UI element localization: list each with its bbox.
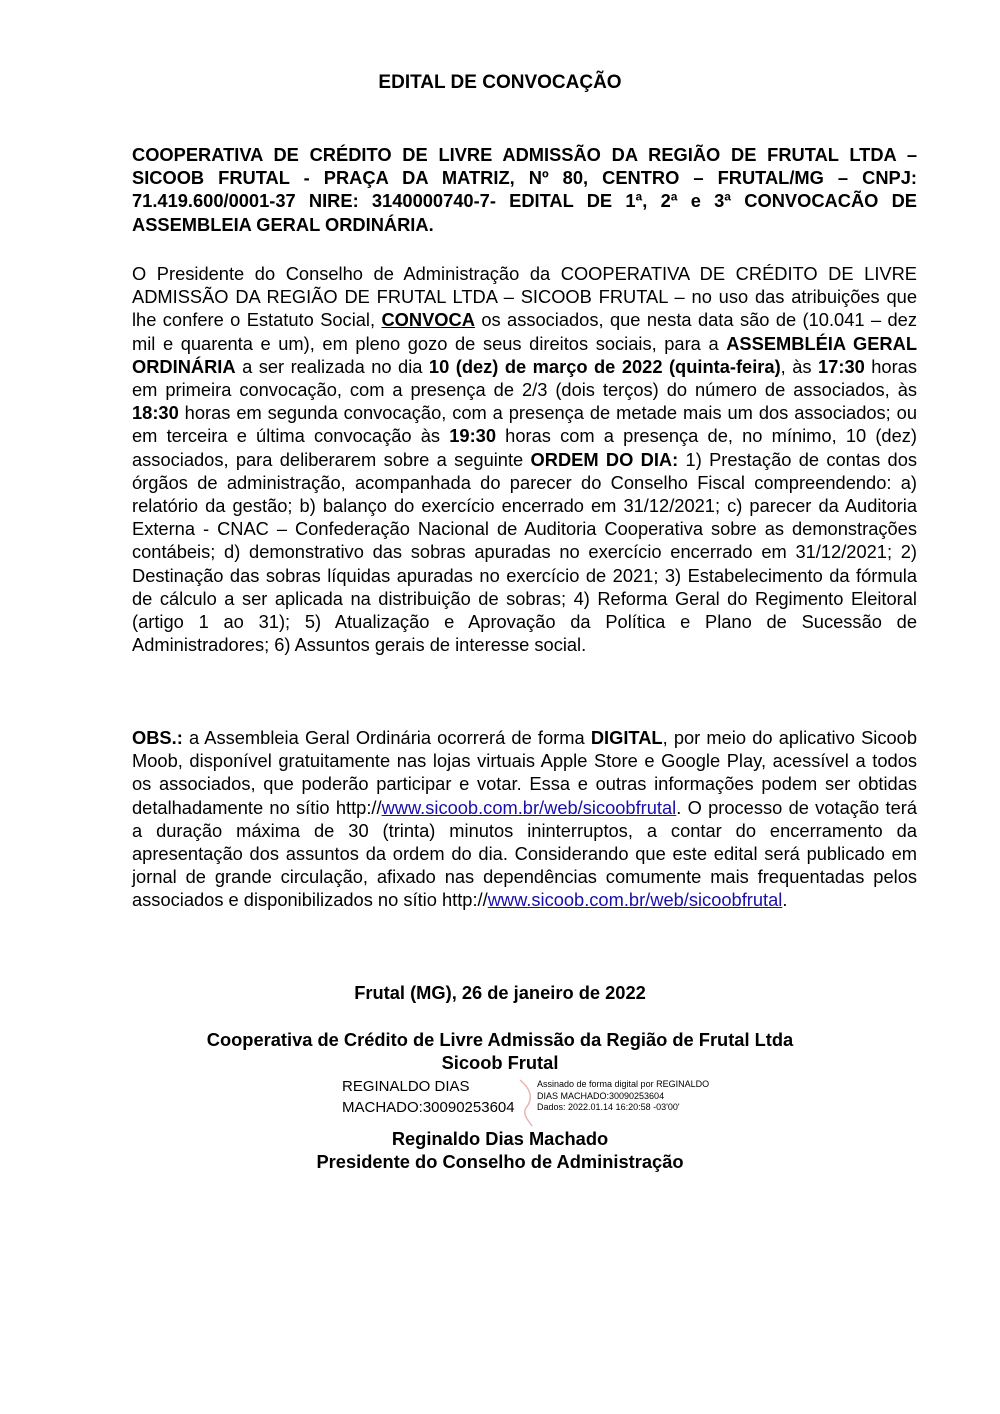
- digital-signature-name: [342, 1076, 515, 1118]
- place-date: Frutal (MG), 26 de janeiro de 2022: [354, 982, 646, 1003]
- first-call-time: 17:30: [818, 355, 865, 377]
- signer-role: Presidente do Conselho de Administração: [316, 1151, 684, 1172]
- document-title: EDITAL DE CONVOCAÇÃO: [378, 72, 622, 93]
- second-call-time: 18:30: [132, 402, 179, 424]
- sicoob-link[interactable]: www.sicoob.com.br/web/sicoobfrutal: [487, 889, 783, 911]
- intro-paragraph: [132, 262, 917, 656]
- signer-name: Reginaldo Dias Machado: [391, 1128, 609, 1149]
- signature-info-line: DIAS MACHADO:30090253604: [537, 1090, 665, 1101]
- third-call-time: 19:30: [449, 425, 496, 447]
- coop-short-name: Sicoob Frutal: [441, 1052, 559, 1073]
- obs-paragraph: [132, 726, 917, 912]
- coop-name: Cooperativa de Crédito de Livre Admissão da Região de Frutal Ltda: [206, 1029, 794, 1050]
- intro-text: horas com a presença de, no mínimo, 10 (dez) associados, para deliberarem sobre a seguinte: [132, 425, 917, 470]
- intro-text: horas em segunda convocação, com a presença de metade mais um dos associados; ou em terceira e última convocação às: [132, 402, 917, 447]
- signature-mark-icon: [516, 1078, 538, 1128]
- signature-name-line: REGINALDO DIAS: [342, 1078, 470, 1095]
- notice-heading: COOPERATIVA DE CRÉDITO DE LIVRE ADMISSÃO DA REGIÃO DE FRUTAL LTDA – SICOOB FRUTAL - PRAÇA DA MATRIZ, Nº 80, CENTRO – FRUTAL/MG – CNPJ: 71.419.600/0001-37 NIRE: 3140000740-7- EDITAL DE 1ª, 2ª e 3ª CONVOCACÃO DE ASSEMBLEIA GERAL ORDINÁRIA.: [132, 144, 917, 235]
- assembly-date: 10 (dez) de março de 2022 (quinta-feira): [428, 355, 781, 377]
- assembleia-text: ASSEMBLÉIA GERAL ORDINÁRIA: [132, 332, 917, 377]
- digital-text: DIGITAL: [590, 727, 663, 748]
- digital-signature-info: [537, 1079, 709, 1114]
- obs-label: OBS.:: [132, 727, 183, 748]
- obs-text: , por meio do aplicativo Sicoob Moob, disponível gratuitamente nas lojas virtuais Apple Store e Google Play, acessível a todos os associados, que poderão participar e votar. Essa e outras informações podem ser obtidas detalhadamente no sítio http://: [132, 727, 917, 818]
- agenda-label: ORDEM DO DIA:: [530, 448, 679, 470]
- obs-text: .: [782, 889, 788, 911]
- sicoob-link[interactable]: www.sicoob.com.br/web/sicoobfrutal: [381, 796, 677, 818]
- intro-text: , às: [780, 355, 819, 377]
- signature-name-line: MACHADO:30090253604: [342, 1099, 515, 1116]
- obs-text: a Assembleia Geral Ordinária ocorrerá de forma: [182, 727, 591, 748]
- intro-text: a ser realizada no dia: [235, 355, 429, 377]
- intro-text: O Presidente do Conselho de Administração da COOPERATIVA DE CRÉDITO DE LIVRE ADMISSÃO DA REGIÃO DE FRUTAL LTDA – SICOOB FRUTAL – no uso das atribuições que lhe confere o Estatuto Social,: [132, 263, 917, 331]
- convoca-text: CONVOCA: [381, 309, 475, 331]
- agenda-text: 1) Prestação de contas dos órgãos de administração, acompanhada do parecer do Conselho Fiscal compreendendo: a) relatório da gestão; b) balanço do exercício encerrado em 31/12/2021; c) parecer da Auditoria Externa - CNAC – Confederação Nacional de Auditoria Cooperativa sobre as demonstrações contábeis; d) demonstrativo das sobras apuradas no exercício encerrado em 31/12/2021; 2) Destinação das sobras líquidas apuradas no exercício de 2021; 3) Estabelecimento da fórmula de cálculo a ser aplicada na distribuição de sobras; 4) Reforma Geral do Regimento Eleitoral (artigo 1 ao 31); 5) Atualização e Aprovação da Política e Plano de Sucessão de Administradores; 6) Assuntos gerais de interesse social.: [132, 448, 918, 656]
- obs-text: . O processo de votação terá a duração máxima de 30 (trinta) minutos ininterruptos, a contar do encerramento da apresentação dos assuntos da ordem do dia. Considerando que este edital será publicado em jornal de grande circulação, afixado nas dependências comumente mais frequentadas pelos associados e disponibilizados no sítio http://: [132, 796, 917, 911]
- intro-text: horas em primeira convocação, com a presença de 2/3 (dois terços) do número de associados, às: [132, 355, 917, 401]
- intro-text: os associados, que nesta data são de (10.041 – dez mil e quarenta e um), em pleno gozo de seus direitos sociais, para a: [132, 309, 917, 354]
- signature-info-line: Dados: 2022.01.14 16:20:58 -03'00': [537, 1102, 680, 1112]
- signature-info-line: Assinado de forma digital por REGINALDO: [537, 1079, 710, 1089]
